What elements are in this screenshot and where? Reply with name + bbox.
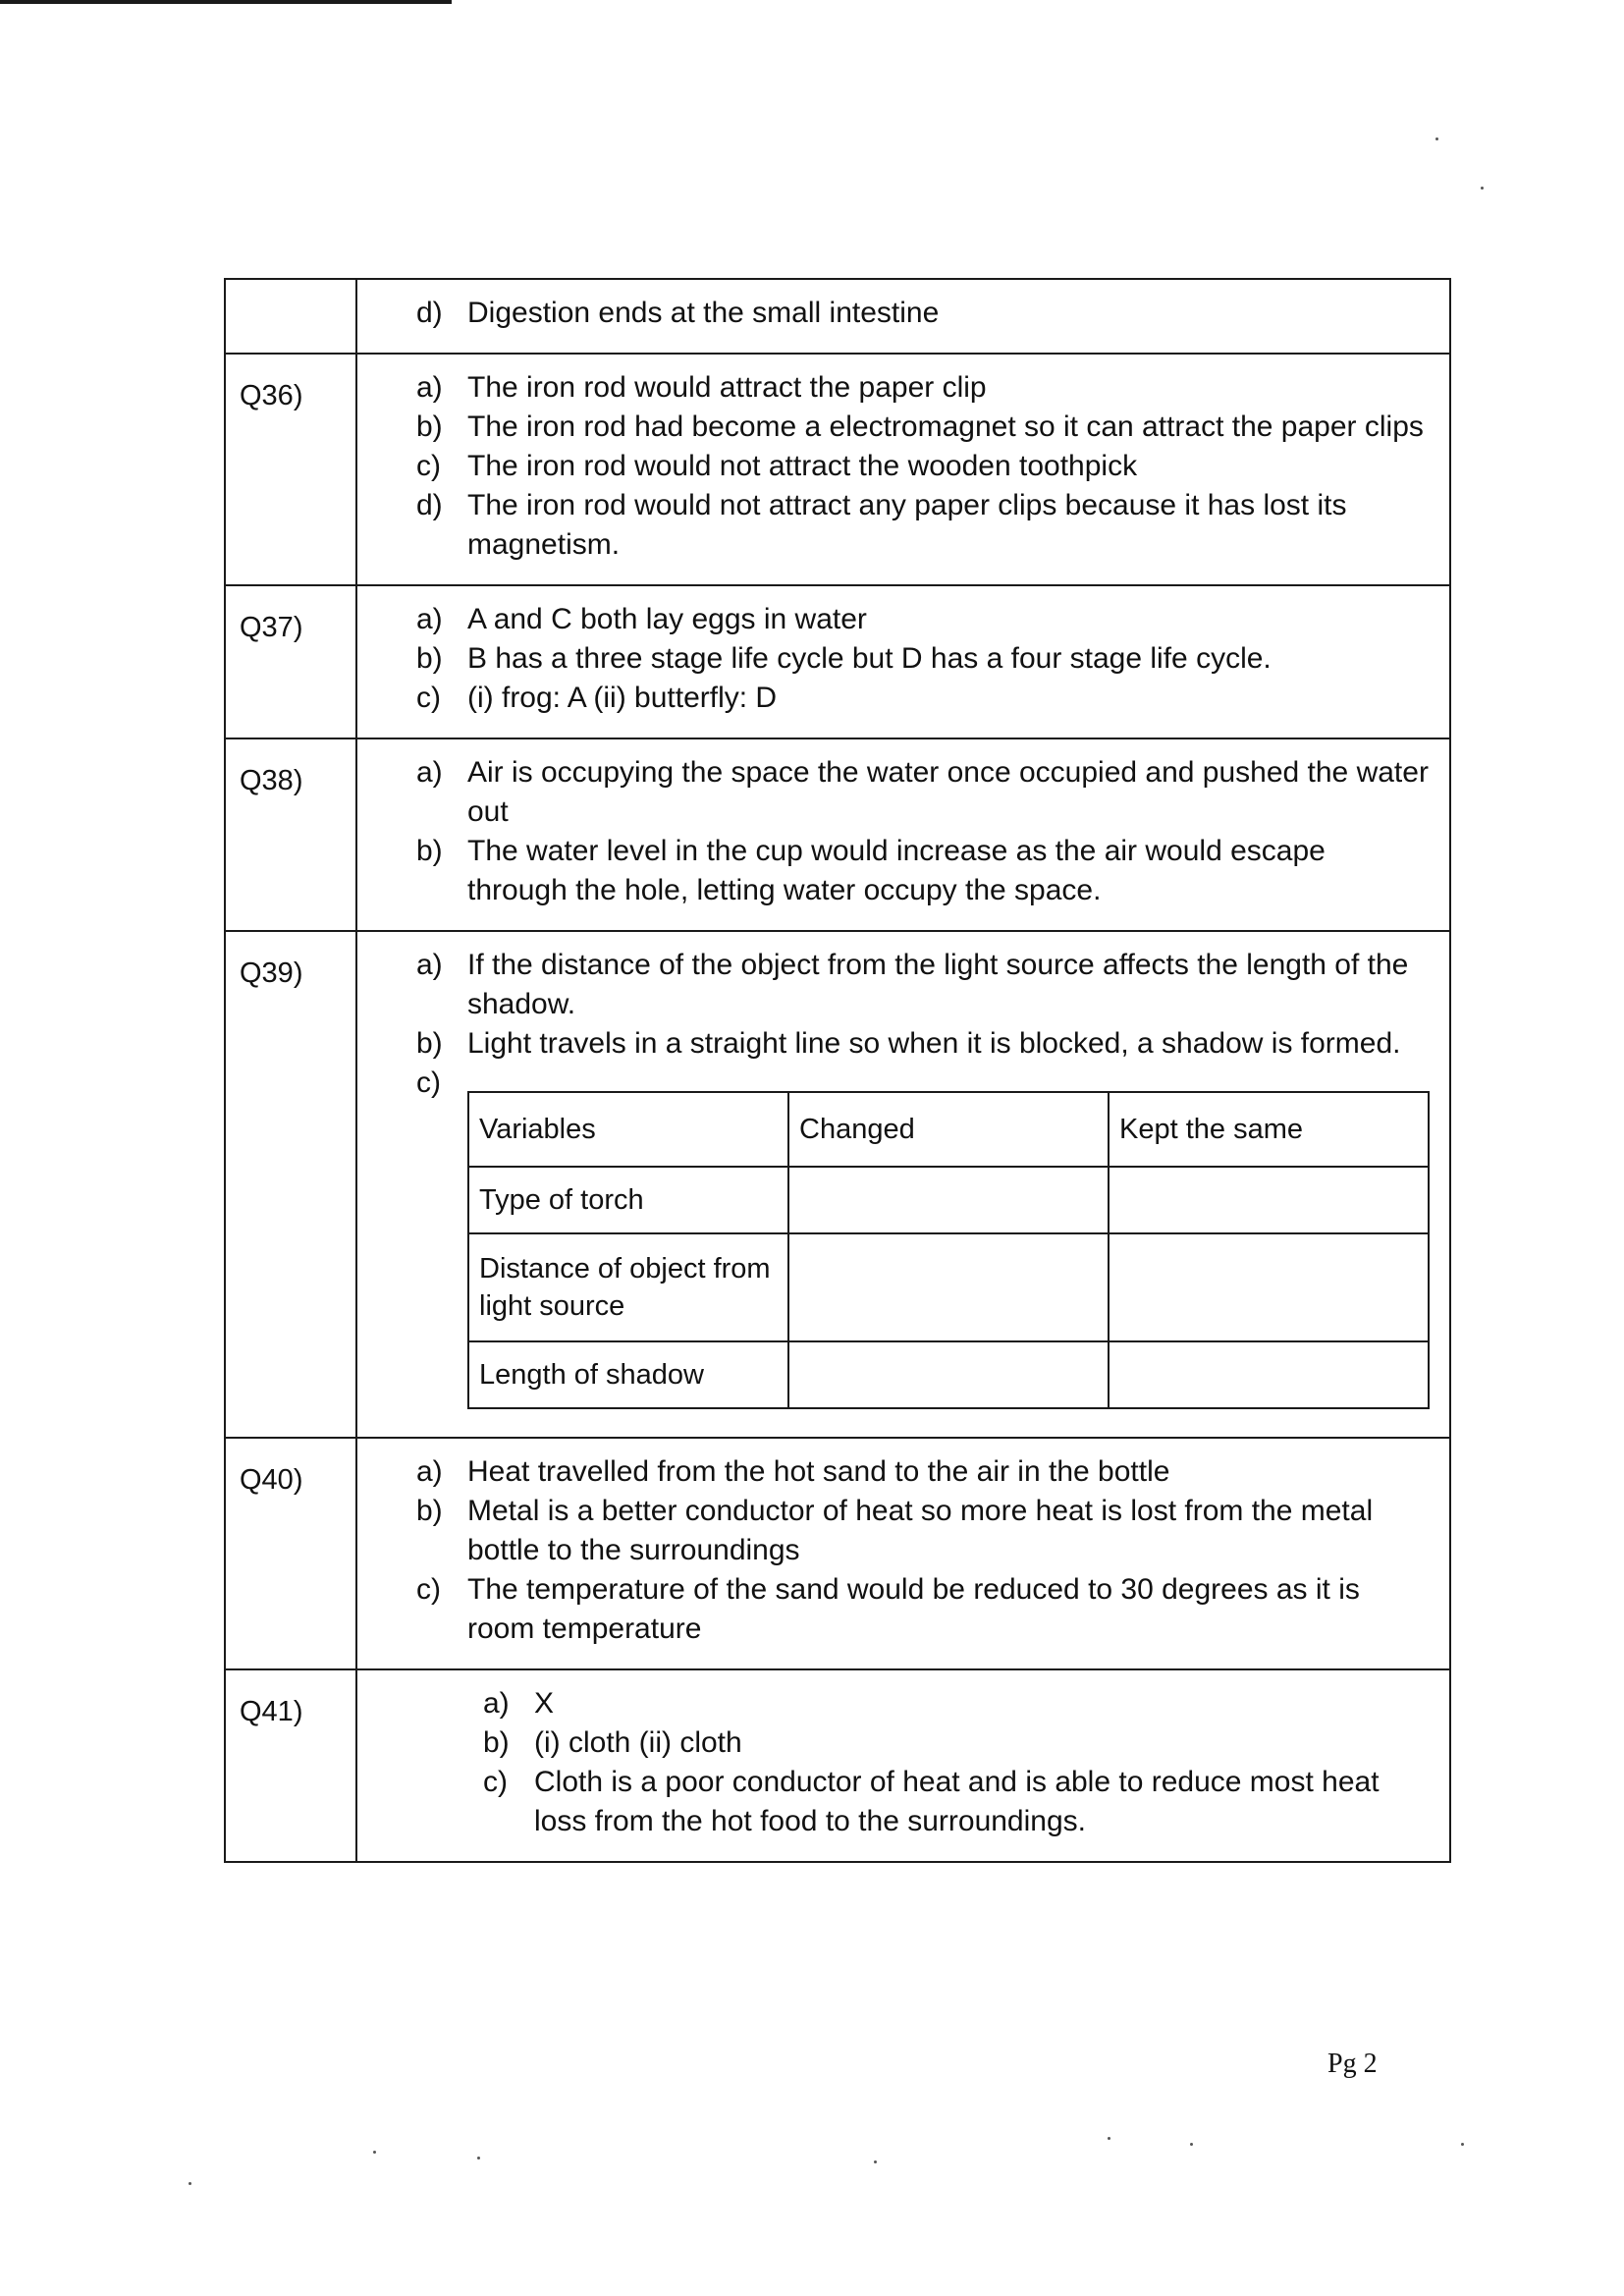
variables-table	[467, 1091, 1430, 1409]
question-number: Q38)	[225, 738, 356, 931]
scan-speck	[1108, 2137, 1110, 2140]
answer-label: a)	[483, 1687, 510, 1720]
table-row	[468, 1341, 1429, 1408]
changed-cell	[788, 1233, 1109, 1341]
kept-same-cell	[1109, 1167, 1429, 1233]
question-number: Q39)	[225, 931, 356, 1438]
answer-label: a)	[416, 371, 443, 404]
table-row	[468, 1233, 1429, 1341]
answer-text: B has a three stage life cycle but D has a four stage life cycle.	[467, 642, 1272, 675]
scan-speck	[189, 2182, 191, 2185]
answer-label: b)	[416, 835, 443, 867]
variables-header-row	[468, 1092, 1429, 1167]
answer-cell	[356, 585, 1450, 738]
variable-name: Distance of object from light source	[468, 1233, 788, 1341]
answer-text: A and C both lay eggs in water	[467, 603, 867, 635]
answer-text: (i) cloth (ii) cloth	[534, 1726, 742, 1759]
answer-cell	[356, 931, 1450, 1438]
list-item	[416, 832, 1430, 910]
answer-text: X	[534, 1687, 555, 1720]
question-number	[225, 279, 356, 354]
list-item	[416, 1723, 1430, 1763]
list-item	[416, 294, 1430, 333]
answer-list	[416, 294, 1430, 333]
list-item	[416, 447, 1430, 486]
question-number: Q37)	[225, 585, 356, 738]
scan-speck	[477, 2157, 480, 2159]
answer-text: Heat travelled from the hot sand to the air in the bottle	[467, 1455, 1170, 1488]
list-item	[416, 639, 1430, 679]
answer-list	[416, 600, 1430, 718]
answer-label: c)	[416, 682, 441, 714]
list-item	[416, 946, 1430, 1024]
answer-text: Metal is a better conductor of heat so more heat is lost from the metal bottle to the surroundings	[467, 1495, 1374, 1566]
answer-label: c)	[483, 1766, 508, 1798]
answer-cell	[356, 279, 1450, 354]
answer-text: The iron rod would not attract any paper clips because it has lost its magnetism.	[467, 489, 1347, 561]
answer-text: (i) frog: A (ii) butterfly: D	[467, 682, 778, 714]
table-row	[225, 1669, 1450, 1862]
answer-text: Digestion ends at the small intestine	[467, 297, 940, 329]
list-item	[416, 753, 1430, 832]
scan-speck	[1435, 137, 1438, 140]
answer-cell	[356, 354, 1450, 585]
table-row	[468, 1167, 1429, 1233]
answer-list	[416, 1452, 1430, 1649]
answer-text: The iron rod had become a electromagnet so it can attract the paper clips	[467, 410, 1424, 443]
answer-label: d)	[416, 297, 443, 329]
variable-name: Length of shadow	[468, 1341, 788, 1408]
question-number: Q40)	[225, 1438, 356, 1669]
answer-cell	[356, 1669, 1450, 1862]
variable-name: Type of torch	[468, 1167, 788, 1233]
answer-cell	[356, 738, 1450, 931]
list-item	[416, 486, 1430, 565]
scan-speck	[1461, 2143, 1464, 2146]
answer-table	[224, 278, 1451, 1863]
changed-cell	[788, 1167, 1109, 1233]
table-row	[225, 1438, 1450, 1669]
column-header: Kept the same	[1109, 1092, 1429, 1167]
kept-same-cell	[1109, 1341, 1429, 1408]
question-number: Q41)	[225, 1669, 356, 1862]
changed-cell	[788, 1341, 1109, 1408]
answer-text: Air is occupying the space the water once occupied and pushed the water out	[467, 756, 1429, 828]
page-number: Pg 2	[1327, 2049, 1378, 2079]
answer-label: c)	[416, 1066, 441, 1099]
list-item	[416, 368, 1430, 408]
answer-text: The water level in the cup would increase as the air would escape through the hole, letting water occupy the space.	[467, 835, 1326, 906]
answer-label: a)	[416, 756, 443, 789]
answer-text: Light travels in a straight line so when it is blocked, a shadow is formed.	[467, 1027, 1401, 1060]
list-item	[416, 1452, 1430, 1492]
list-item	[416, 1763, 1430, 1841]
answer-label: a)	[416, 603, 443, 635]
table-row	[225, 931, 1450, 1438]
kept-same-cell	[1109, 1233, 1429, 1341]
list-item	[416, 1492, 1430, 1570]
table-row	[225, 279, 1450, 354]
answer-label: b)	[416, 642, 443, 675]
scan-speck	[373, 2151, 376, 2154]
column-header: Variables	[468, 1092, 788, 1167]
answer-text: If the distance of the object from the light source affects the length of the shadow.	[467, 949, 1409, 1020]
answer-label: b)	[483, 1726, 510, 1759]
table-row	[225, 738, 1450, 931]
list-item	[416, 1684, 1430, 1723]
scan-speck	[1481, 187, 1484, 190]
list-item	[416, 679, 1430, 718]
answer-label: c)	[416, 450, 441, 482]
scan-speck	[1190, 2143, 1193, 2146]
answer-label: b)	[416, 1495, 443, 1527]
answer-label: c)	[416, 1573, 441, 1606]
column-header: Changed	[788, 1092, 1109, 1167]
list-item	[416, 408, 1430, 447]
answer-label: a)	[416, 949, 443, 981]
list-item	[416, 1024, 1430, 1064]
answer-list	[416, 753, 1430, 910]
answer-text: The iron rod would attract the paper clip	[467, 371, 987, 404]
list-item	[416, 600, 1430, 639]
table-row	[225, 585, 1450, 738]
scan-speck	[874, 2160, 877, 2163]
answer-label: b)	[416, 1027, 443, 1060]
answer-text: The iron rod would not attract the wooden toothpick	[467, 450, 1138, 482]
answer-label: a)	[416, 1455, 443, 1488]
answer-text: Cloth is a poor conductor of heat and is able to reduce most heat loss from the hot food to the surroundings.	[534, 1766, 1380, 1837]
answer-list	[416, 368, 1430, 565]
answer-list	[416, 946, 1430, 1099]
answer-cell	[356, 1438, 1450, 1669]
table-row	[225, 354, 1450, 585]
answer-label: b)	[416, 410, 443, 443]
answer-label: d)	[416, 489, 443, 521]
answer-text: The temperature of the sand would be reduced to 30 degrees as it is room temperature	[467, 1573, 1360, 1645]
top-rule	[0, 0, 452, 4]
question-number: Q36)	[225, 354, 356, 585]
list-item	[416, 1570, 1430, 1649]
answer-list	[416, 1684, 1430, 1841]
